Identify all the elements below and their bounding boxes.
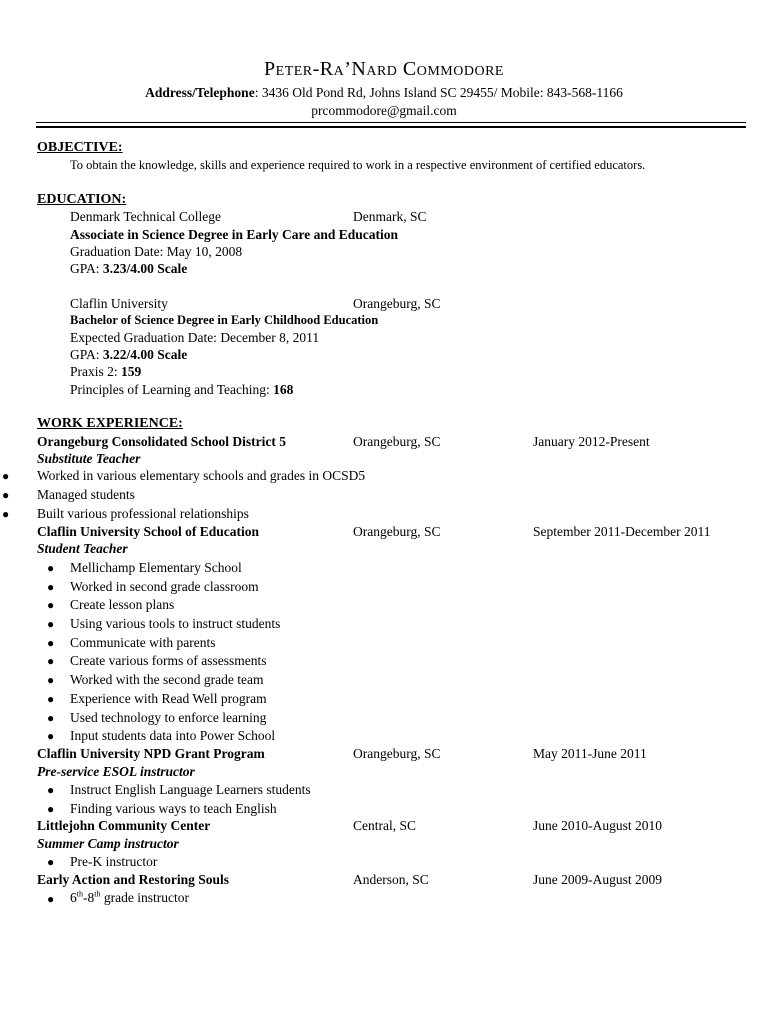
- job-dates: June 2009-August 2009: [533, 872, 662, 887]
- school-graduation-date: Expected Graduation Date: December 8, 2011: [70, 330, 320, 345]
- grade-start: 6: [70, 890, 77, 905]
- school-graduation-date: Graduation Date: May 10, 2008: [70, 244, 243, 259]
- school-degree: Bachelor of Science Degree in Early Childhood Education: [70, 313, 379, 327]
- job-bullet: Mellichamp Elementary School: [70, 560, 242, 575]
- contact-value: : 3436 Old Pond Rd, Johns Island SC 29455/ Mobile: 843-568-1166: [254, 85, 623, 100]
- bullet-dot: ●: [47, 580, 55, 594]
- bullet-dot: ●: [2, 507, 10, 521]
- education-heading: EDUCATION:: [37, 192, 127, 207]
- bullet-dot: ●: [47, 617, 55, 631]
- job-title: Summer Camp instructor: [37, 836, 179, 851]
- job-bullet: Pre-K instructor: [70, 854, 158, 869]
- job-bullet: Worked with the second grade team: [70, 672, 264, 687]
- job-location: Orangeburg, SC: [353, 434, 441, 449]
- bullet-dot: ●: [47, 598, 55, 612]
- job-location: Orangeburg, SC: [353, 746, 441, 761]
- job-org: Orangeburg Consolidated School District 5: [37, 434, 287, 449]
- bullet-dot: ●: [47, 636, 55, 650]
- bullet-dot: ●: [2, 488, 10, 502]
- praxis-score: [70, 364, 141, 380]
- job-bullet: Experience with Read Well program: [70, 691, 267, 706]
- bullet-dot: ●: [47, 892, 55, 906]
- job-org: Littlejohn Community Center: [37, 818, 211, 833]
- praxis-value: 159: [121, 364, 142, 379]
- contact-line: [0, 85, 768, 101]
- contact-label: Address/Telephone: [145, 85, 255, 100]
- job-bullet: [70, 890, 189, 906]
- bullet-dot: ●: [47, 729, 55, 743]
- school-name: Claflin University: [70, 296, 168, 311]
- job-org: Claflin University NPD Grant Program: [37, 746, 265, 761]
- plt-score: [70, 382, 293, 398]
- praxis-label: Praxis 2:: [70, 364, 122, 379]
- school-location: Orangeburg, SC: [353, 296, 441, 311]
- objective-text: To obtain the knowledge, skills and experience required to work in a respective environment of certified educators.: [70, 158, 646, 172]
- job-title: Substitute Teacher: [37, 451, 141, 466]
- job-bullet: Using various tools to instruct students: [70, 616, 281, 631]
- bullet-dot: ●: [47, 855, 55, 869]
- objective-heading: OBJECTIVE:: [37, 140, 123, 155]
- job-bullet: Used technology to enforce learning: [70, 710, 267, 725]
- job-location: Orangeburg, SC: [353, 524, 441, 539]
- job-title: Pre-service ESOL instructor: [37, 764, 195, 779]
- job-dates: September 2011-December 2011: [533, 524, 711, 539]
- job-bullet: Create lesson plans: [70, 597, 175, 612]
- job-dates: January 2012-Present: [533, 434, 650, 449]
- bullet-dot: ●: [47, 561, 55, 575]
- job-bullet: Built various professional relationships: [37, 506, 249, 521]
- grade-label: grade instructor: [100, 890, 189, 905]
- job-title: Student Teacher: [37, 541, 128, 556]
- school-degree: Associate in Science Degree in Early Care and Education: [70, 227, 398, 242]
- job-bullet: Communicate with parents: [70, 635, 216, 650]
- ordinal-suffix: th: [76, 889, 83, 899]
- bullet-dot: ●: [47, 783, 55, 797]
- work-heading: WORK EXPERIENCE:: [37, 416, 183, 431]
- job-dates: June 2010-August 2010: [533, 818, 662, 833]
- bullet-dot: ●: [47, 654, 55, 668]
- job-bullet: Instruct English Language Learners students: [70, 782, 311, 797]
- plt-value: 168: [273, 382, 294, 397]
- job-dates: May 2011-June 2011: [533, 746, 647, 761]
- job-org: Claflin University School of Education: [37, 524, 260, 539]
- job-bullet: Worked in various elementary schools and grades in OCSD5: [37, 468, 366, 483]
- gpa-value: 3.22/4.00 Scale: [102, 347, 188, 362]
- header-rule-bottom: [36, 126, 746, 128]
- job-bullet: Input students data into Power School: [70, 728, 276, 743]
- job-bullet: Finding various ways to teach English: [70, 801, 277, 816]
- school-gpa: [70, 347, 187, 363]
- bullet-dot: ●: [47, 692, 55, 706]
- bullet-dot: ●: [47, 711, 55, 725]
- grade-end: -8: [82, 890, 95, 905]
- bullet-dot: ●: [47, 673, 55, 687]
- email: prcommodore@gmail.com: [311, 103, 457, 118]
- school-name: Denmark Technical College: [70, 209, 221, 224]
- bullet-dot: ●: [2, 469, 10, 483]
- job-bullet: Worked in second grade classroom: [70, 579, 259, 594]
- bullet-dot: ●: [47, 802, 55, 816]
- job-location: Central, SC: [353, 818, 416, 833]
- job-location: Anderson, SC: [353, 872, 429, 887]
- gpa-label: GPA:: [70, 261, 103, 276]
- job-org: Early Action and Restoring Souls: [37, 872, 230, 887]
- school-location: Denmark, SC: [353, 209, 427, 224]
- school-gpa: [70, 261, 187, 277]
- gpa-value: 3.23/4.00 Scale: [102, 261, 188, 276]
- ordinal-suffix: th: [94, 889, 101, 899]
- job-bullet: Create various forms of assessments: [70, 653, 267, 668]
- plt-label: Principles of Learning and Teaching:: [70, 382, 274, 397]
- candidate-name: Peter-Ra’Nard Commodore: [264, 58, 504, 80]
- job-bullet: Managed students: [37, 487, 135, 502]
- header-rule-top: [36, 122, 746, 123]
- gpa-label: GPA:: [70, 347, 103, 362]
